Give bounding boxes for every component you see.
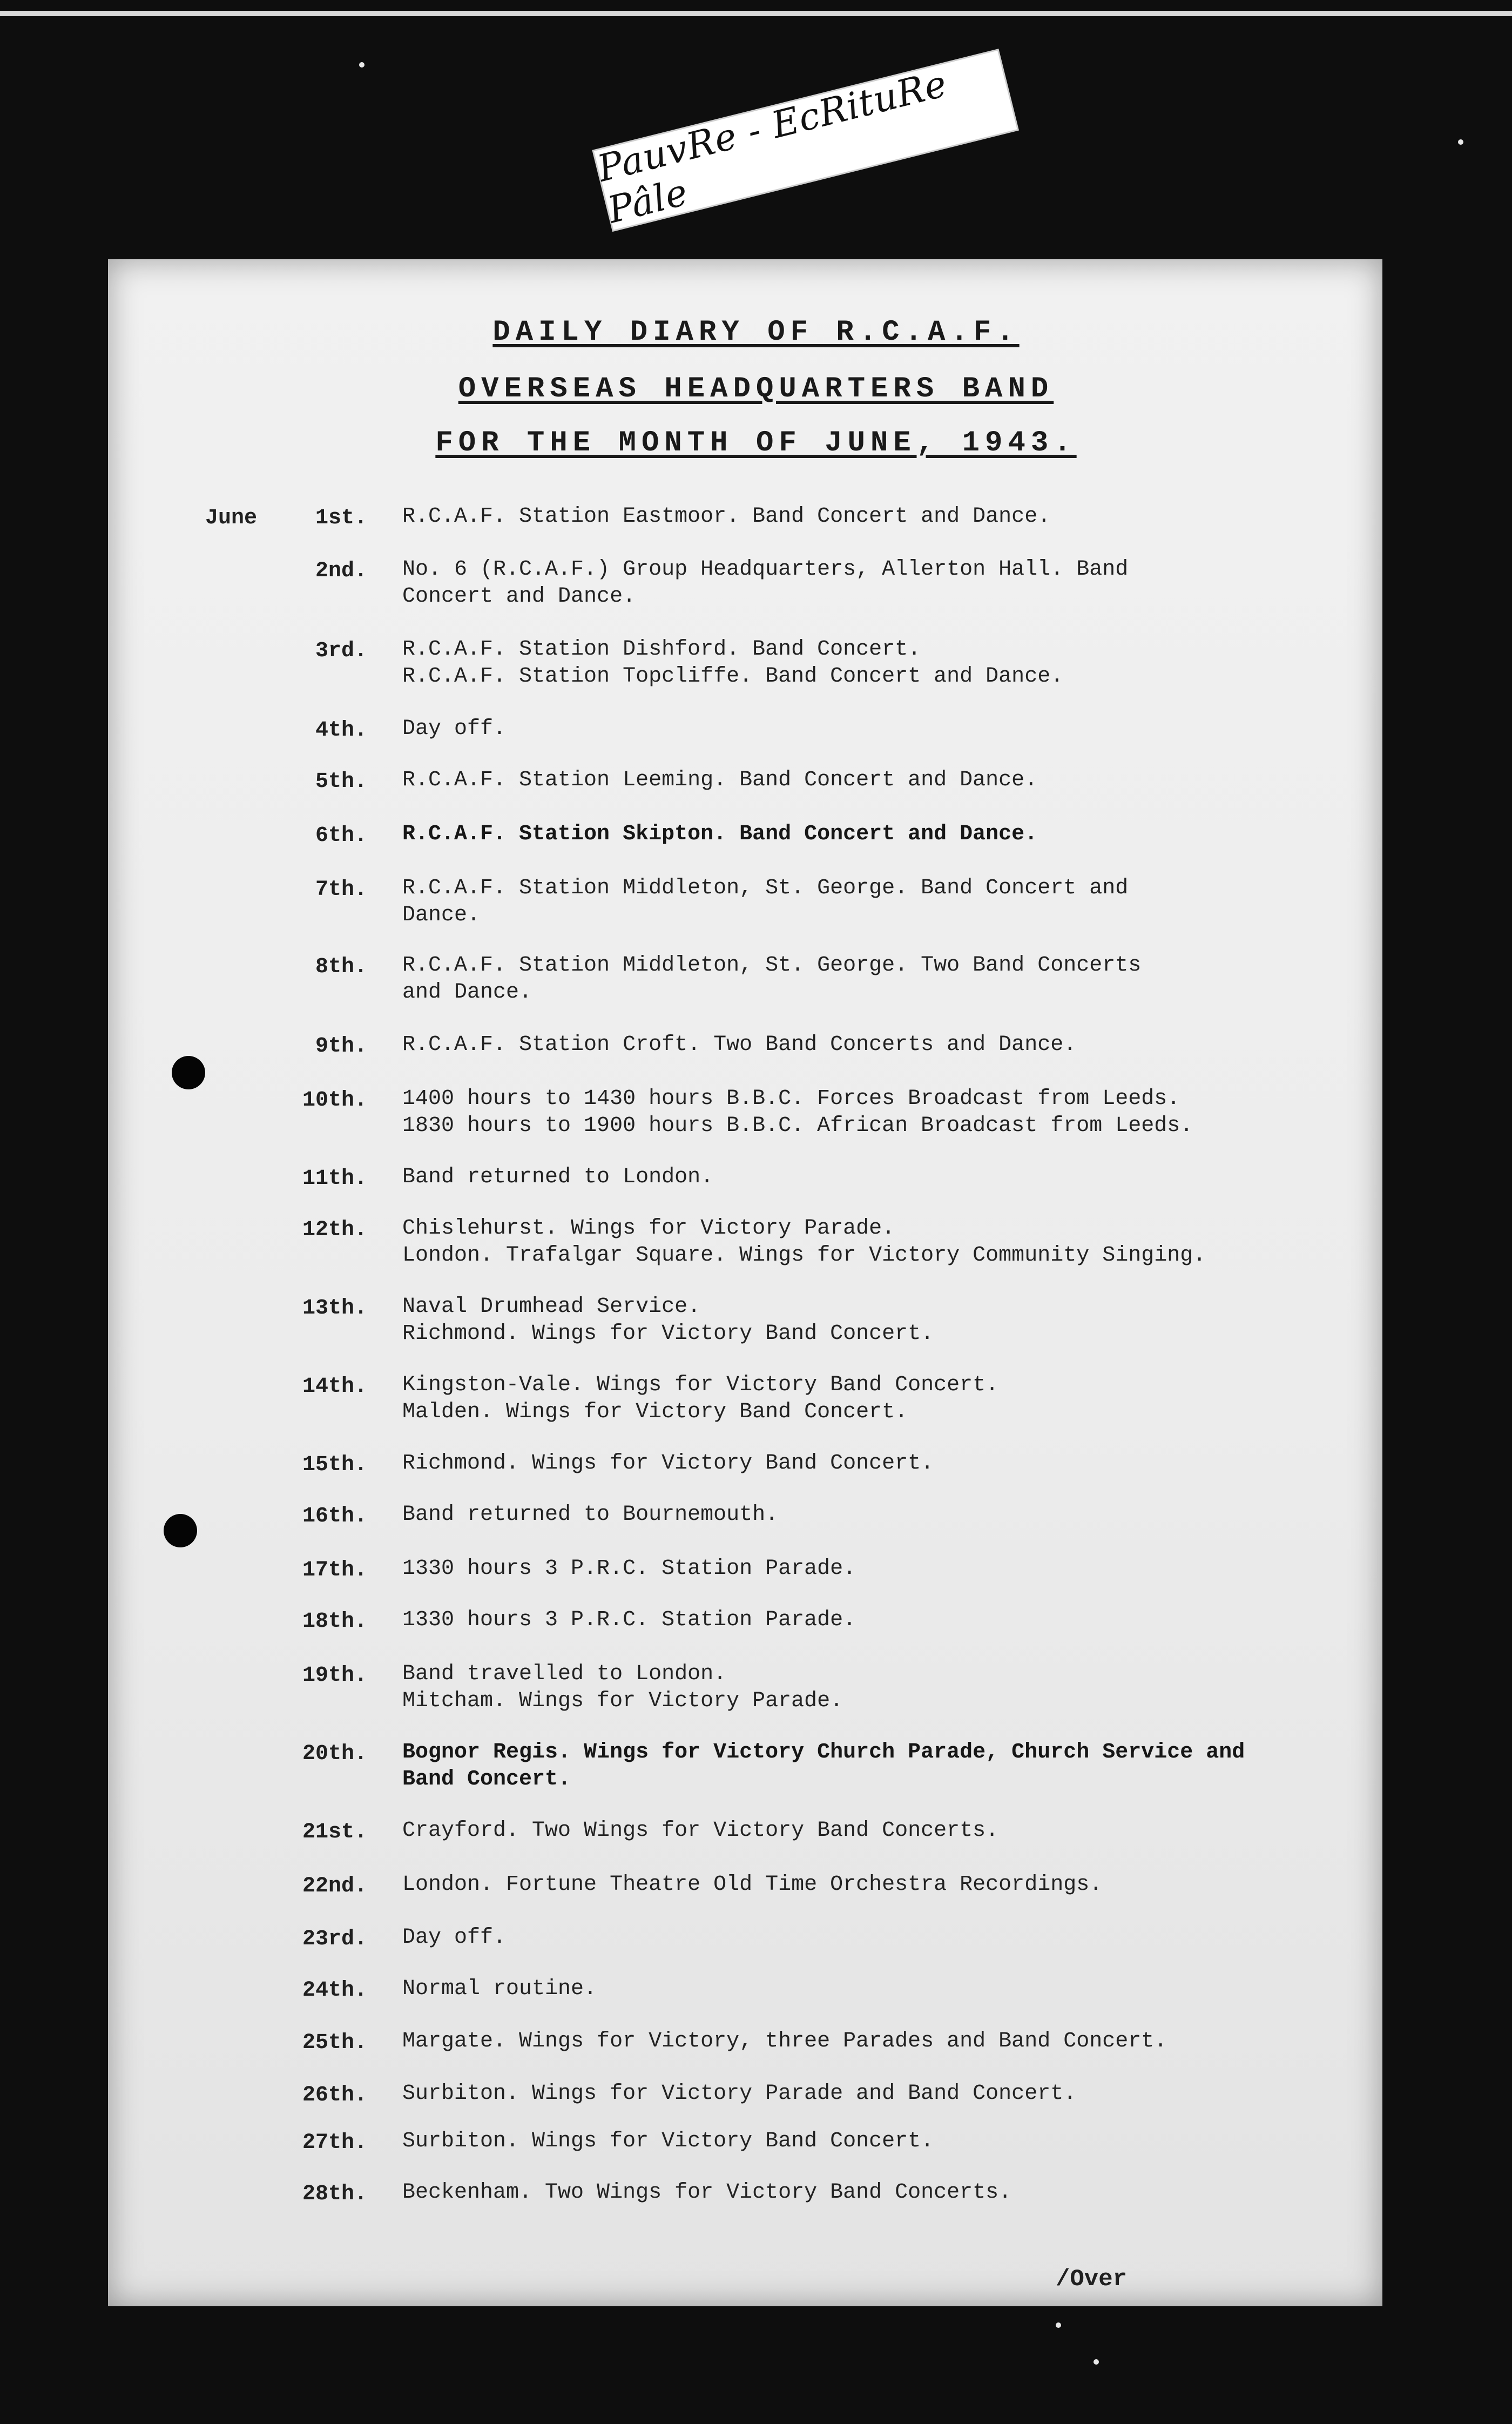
entry-description-line: No. 6 (R.C.A.F.) Group Headquarters, Allerton Hall. Band xyxy=(402,557,1129,582)
entry-date: 7th. xyxy=(315,878,367,902)
entry-description-line: Naval Drumhead Service. xyxy=(402,1295,701,1319)
entry-description-line: Band returned to London. xyxy=(402,1165,714,1189)
entry-date: 12th. xyxy=(302,1218,367,1242)
entry-date: 4th. xyxy=(315,718,367,743)
entry-description-line: R.C.A.F. Station Leeming. Band Concert and Dance. xyxy=(402,768,1038,792)
entry-date: 15th. xyxy=(302,1453,367,1477)
entry-date: 23rd. xyxy=(302,1927,367,1951)
entry-description xyxy=(402,503,1320,530)
entry-description xyxy=(402,1817,1320,1844)
entry-description xyxy=(402,2028,1320,2055)
entry-description-line: Crayford. Two Wings for Victory Band Concerts. xyxy=(402,1819,999,1843)
entry-description-line: 1330 hours 3 P.R.C. Station Parade. xyxy=(402,1608,856,1632)
entry-date: 21st. xyxy=(302,1820,367,1844)
entry-date: 26th. xyxy=(302,2083,367,2107)
entry-description-line: 1330 hours 3 P.R.C. Station Parade. xyxy=(402,1557,856,1581)
dust-speck xyxy=(1458,139,1463,145)
entry-date: 20th. xyxy=(302,1742,367,1766)
dust-speck xyxy=(359,62,364,68)
entry-description xyxy=(402,636,1320,690)
entry-description-line: Concert and Dance. xyxy=(402,584,636,609)
entry-description-line: 1400 hours to 1430 hours B.B.C. Forces Broadcast from Leeds. xyxy=(402,1087,1180,1111)
entry-description-line: R.C.A.F. Station Eastmoor. Band Concert and Dance. xyxy=(402,504,1051,529)
entry-date: 1st. xyxy=(315,506,367,530)
entry-description-line: Mitcham. Wings for Victory Parade. xyxy=(402,1689,843,1713)
entry-description-line: Normal routine. xyxy=(402,1977,597,2001)
entry-description-line: Kingston-Vale. Wings for Victory Band Concert. xyxy=(402,1373,999,1397)
entry-description xyxy=(402,2080,1320,2107)
entry-description-line: Richmond. Wings for Victory Band Concert. xyxy=(402,1451,934,1476)
entry-date: 27th. xyxy=(302,2131,367,2155)
entry-description xyxy=(402,1215,1320,1269)
document-title-line-2: OVERSEAS HEADQUARTERS BAND xyxy=(458,373,1054,406)
entry-date: 5th. xyxy=(315,770,367,794)
entry-description xyxy=(402,1086,1320,1140)
document-title-line-1: DAILY DIARY OF R.C.A.F. xyxy=(492,316,1020,349)
entry-date: 17th. xyxy=(302,1558,367,1583)
entry-date: 19th. xyxy=(302,1664,367,1688)
entry-description-line: Day off. xyxy=(402,1925,507,1950)
entry-description xyxy=(402,821,1320,848)
entry-date: 24th. xyxy=(302,1978,367,2003)
entry-description xyxy=(402,1372,1320,1426)
entry-description xyxy=(402,767,1320,794)
entry-description-line: R.C.A.F. Station Croft. Two Band Concerts and Dance. xyxy=(402,1033,1077,1057)
entry-description-line: Beckenham. Two Wings for Victory Band Concerts. xyxy=(402,2180,1012,2205)
entry-description xyxy=(402,1032,1320,1059)
entry-date: 11th. xyxy=(302,1167,367,1191)
dust-speck xyxy=(1094,2359,1099,2365)
entry-description xyxy=(402,1164,1320,1191)
entry-description xyxy=(402,1450,1320,1477)
entry-description-line: R.C.A.F. Station Middleton, St. George. Two Band Concerts xyxy=(402,953,1142,978)
entry-description-line: Surbiton. Wings for Victory Band Concert. xyxy=(402,2129,934,2153)
dust-speck xyxy=(1056,2322,1061,2328)
entry-description xyxy=(402,875,1320,929)
entry-date: 6th. xyxy=(315,824,367,848)
entry-date: 14th. xyxy=(302,1375,367,1399)
entry-description xyxy=(402,2128,1320,2155)
entry-date: 22nd. xyxy=(302,1874,367,1898)
entry-description xyxy=(402,1924,1320,1951)
month-label: June xyxy=(205,506,258,530)
entry-date: 18th. xyxy=(302,1610,367,1634)
entry-description xyxy=(402,1661,1320,1715)
entry-date: 9th. xyxy=(315,1034,367,1059)
entry-description-line: 1830 hours to 1900 hours B.B.C. African Broadcast from Leeds. xyxy=(402,1114,1193,1138)
entry-description-line: R.C.A.F. Station Skipton. Band Concert and Dance. xyxy=(402,822,1038,846)
entry-date: 2nd. xyxy=(315,559,367,583)
entry-date: 28th. xyxy=(302,2182,367,2206)
entry-description xyxy=(402,1739,1320,1793)
entry-description-line: R.C.A.F. Station Middleton, St. George. Band Concert and xyxy=(402,876,1129,900)
entry-description-line: Dance. xyxy=(402,903,481,927)
document-title-line-3: FOR THE MONTH OF JUNE, 1943. xyxy=(435,427,1077,460)
entry-description xyxy=(402,952,1320,1006)
entry-description-line: Surbiton. Wings for Victory Parade and Band Concert. xyxy=(402,2082,1077,2106)
entry-description-line: and Dance. xyxy=(402,980,532,1005)
entry-date: 8th. xyxy=(315,955,367,979)
entry-description-line: Bognor Regis. Wings for Victory Church Parade, Church Service and xyxy=(402,1740,1245,1765)
entry-description xyxy=(402,1871,1320,1898)
entry-description xyxy=(402,1976,1320,2003)
sticker-text: PauvRe - EcRituRe Pâle xyxy=(593,62,951,232)
entry-description-line: Chislehurst. Wings for Victory Parade. xyxy=(402,1216,895,1241)
entry-description xyxy=(402,1556,1320,1583)
entry-description-line: Band travelled to London. xyxy=(402,1662,727,1686)
entry-description-line: Richmond. Wings for Victory Band Concert. xyxy=(402,1322,934,1346)
entry-date: 25th. xyxy=(302,2031,367,2055)
entry-description xyxy=(402,556,1320,610)
continued-over-note: /Over xyxy=(1056,2266,1128,2293)
entry-date: 3rd. xyxy=(315,639,367,663)
entry-description xyxy=(402,1501,1320,1529)
entry-description-line: Band returned to Bournemouth. xyxy=(402,1503,779,1527)
entry-description-line: London. Fortune Theatre Old Time Orchestra Recordings. xyxy=(402,1873,1103,1897)
entry-description-line: R.C.A.F. Station Topcliffe. Band Concert and Dance. xyxy=(402,664,1064,689)
entry-description-line: Malden. Wings for Victory Band Concert. xyxy=(402,1400,908,1424)
entry-description-line: London. Trafalgar Square. Wings for Victory Community Singing. xyxy=(402,1243,1206,1268)
entry-description xyxy=(402,716,1320,743)
entry-date: 13th. xyxy=(302,1296,367,1321)
entry-description-line: Day off. xyxy=(402,717,507,741)
entry-date: 16th. xyxy=(302,1504,367,1529)
entry-description xyxy=(402,1607,1320,1634)
entry-description xyxy=(402,2179,1320,2206)
entry-description-line: Band Concert. xyxy=(402,1767,571,1792)
entry-description xyxy=(402,1294,1320,1348)
entry-date: 10th. xyxy=(302,1088,367,1113)
entry-description-line: R.C.A.F. Station Dishford. Band Concert. xyxy=(402,637,921,662)
entry-description-line: Margate. Wings for Victory, three Parades and Band Concert. xyxy=(402,2029,1167,2053)
